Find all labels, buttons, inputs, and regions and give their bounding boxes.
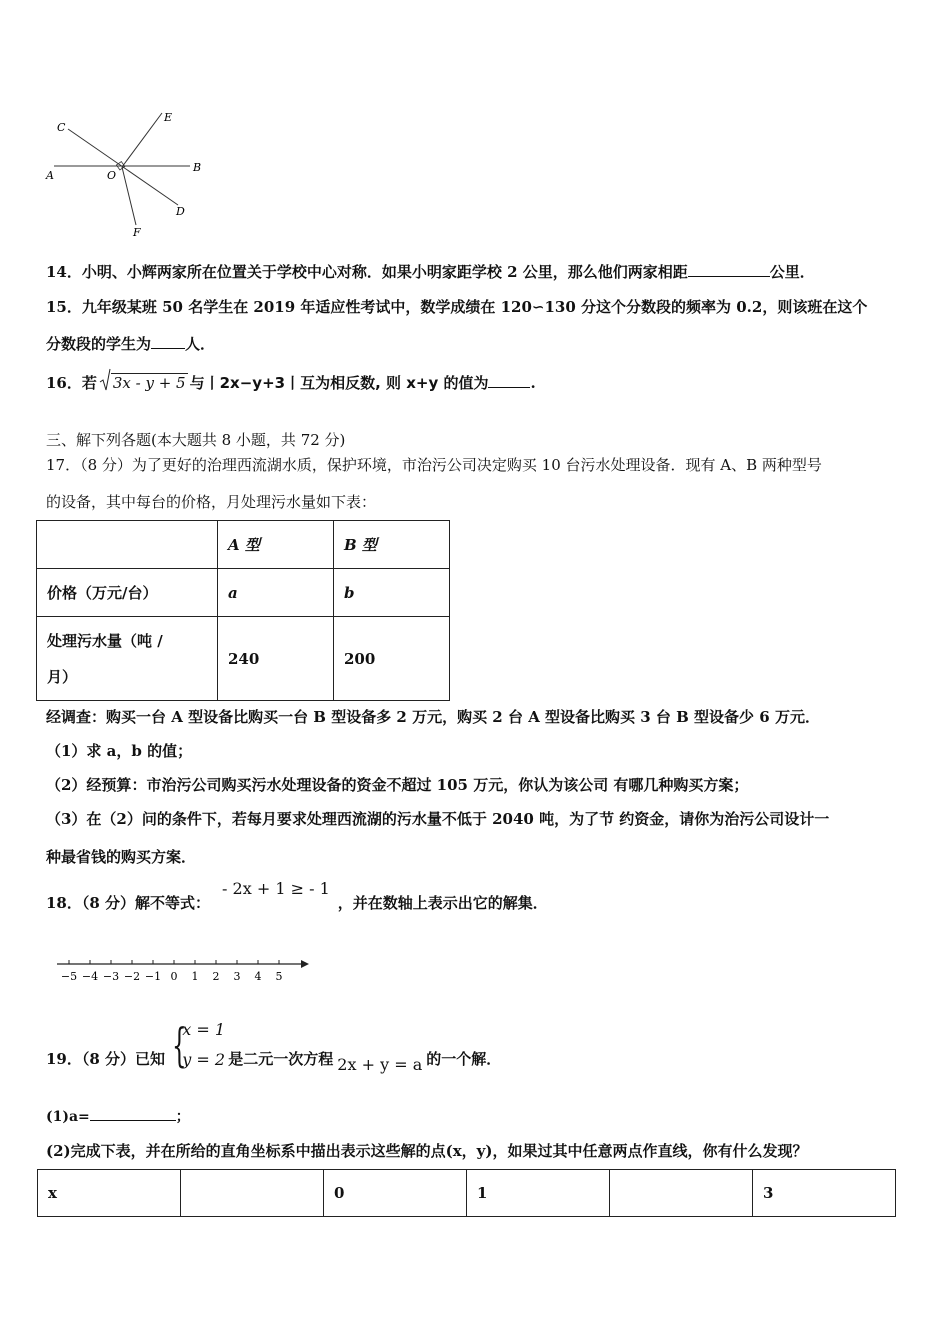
- question-17-line2: 的设备，其中每台的价格，月处理污水量如下表：: [46, 493, 377, 511]
- q19-part1-post: ；: [175, 1109, 190, 1125]
- q18-post: ，并在数轴上表示出它的解集．: [337, 894, 548, 912]
- label-D: D: [176, 205, 185, 218]
- q18-pre: 18．（8 分）解不等式：: [46, 894, 211, 912]
- number-line-tick-label: −4: [81, 970, 99, 983]
- number-line-tick-label: 3: [233, 970, 241, 983]
- q17-part1: （1）求 a，b 的值；: [46, 742, 193, 760]
- xy-table-cell: 0: [324, 1170, 467, 1217]
- number-line-tick-label: 4: [254, 970, 262, 983]
- q19-system: [172, 1020, 228, 1076]
- label-B: B: [193, 161, 202, 174]
- xy-table-cell[interactable]: [181, 1170, 324, 1217]
- q19-part1-blank[interactable]: [90, 1106, 176, 1121]
- number-line-tick-label: −1: [144, 970, 162, 983]
- question-14: [46, 261, 815, 282]
- number-line-tick-label: 5: [275, 970, 283, 983]
- q15-answer-blank[interactable]: [151, 334, 185, 349]
- q17-part2: （2）经预算：市治污公司购买污水处理设备的资金不超过 105 万元，你认为该公司 有哪几种购买方案；: [46, 776, 749, 794]
- line-EF: [122, 113, 162, 167]
- sqrt-sign-icon: [99, 368, 111, 394]
- question-17-line1: 17．（8 分）为了更好的治理西流湖水质，保护环境，市治污公司决定购买 10 台污水处理设备．现有 A、B 两种型号: [46, 456, 822, 474]
- label-A: A: [46, 169, 54, 182]
- table-header-b: B 型: [334, 521, 450, 569]
- number-line-tick-label: 2: [212, 970, 220, 983]
- table-price-a: a: [218, 569, 334, 617]
- q15-line2-pre: 分数段的学生为: [46, 335, 152, 353]
- question-16: [46, 372, 536, 393]
- line-OF: [122, 167, 136, 225]
- table-volume-a: 240: [218, 617, 334, 701]
- q19-part2-text: (2)完成下表，并在所给的直角坐标系中描出表示这些解的点(x，y)，如果过其中任意两点作直线，你有什么发现？: [46, 1142, 808, 1160]
- q19-equation: 2x + y = a: [337, 1055, 423, 1074]
- xy-table-cell: 1: [467, 1170, 610, 1217]
- question-15-line1: 15．九年级某班 50 名学生在 2019 年适应性考试中，数学成绩在 120∽130 分这个分数段的频率为 0.2，则该班在这个: [46, 298, 868, 316]
- table-volume-label-line2: 月）: [47, 667, 78, 686]
- line-CD: [68, 129, 178, 205]
- xy-table-cell: x: [38, 1170, 181, 1217]
- q14-answer-blank[interactable]: [688, 262, 770, 277]
- number-line: [55, 950, 315, 986]
- q19-post: 的一个解．: [426, 1050, 502, 1068]
- q17-part3-line2: 种最省钱的购买方案．: [46, 848, 197, 866]
- q16-pre: 16．若: [46, 374, 97, 392]
- table-header-a: A 型: [218, 521, 334, 569]
- number-line-tick-label: 0: [170, 970, 178, 983]
- q16-post: .: [530, 374, 536, 392]
- xy-table-cell[interactable]: [610, 1170, 753, 1217]
- xy-table-cell: 3: [753, 1170, 896, 1217]
- number-line-tick-label: 1: [191, 970, 199, 983]
- q16-sqrt-body: 3x - y + 5: [112, 374, 186, 392]
- table-header-empty: [37, 521, 218, 569]
- q15-line2-post: 人．: [185, 335, 216, 353]
- q14-tail: 公里．: [769, 263, 815, 281]
- q18-inequality: - 2x + 1 ≥ - 1: [222, 879, 330, 898]
- q17-part3-line1: （3）在（2）问的条件下，若每月要求处理西流湖的污水量不低于 2040 吨，为了节 约资金，请你为治污公司设计一: [46, 810, 830, 828]
- label-O: O: [107, 169, 117, 182]
- q19-pre: 19．（8 分）已知: [46, 1050, 166, 1068]
- angle-figure: [40, 105, 220, 245]
- q19-part2: [46, 1140, 808, 1161]
- table-price-label: 价格（万元/台）: [37, 569, 218, 617]
- q19-part1: [46, 1106, 190, 1126]
- q14-text: 14．小明、小辉两家所在位置关于学校中心对称．如果小明家距学校 2 公里，那么他们两家相距: [46, 263, 688, 281]
- q16-mid: 与丨2x−y+3丨互为相反数, 则 x+y 的值为: [189, 374, 489, 392]
- label-C: C: [57, 121, 66, 134]
- label-F: F: [133, 226, 141, 239]
- q19-mid: 是二元一次方程: [228, 1050, 334, 1068]
- q19-part1-pre: (1)a=: [46, 1109, 90, 1125]
- xy-table: [37, 1169, 896, 1217]
- question-18: [46, 879, 548, 913]
- number-line-tick-label: −2: [123, 970, 141, 983]
- table-volume-label-line1: 处理污水量（吨 /: [47, 631, 163, 650]
- equipment-table: [36, 520, 450, 701]
- q17-survey: 经调查：购买一台 A 型设备比购买一台 B 型设备多 2 万元，购买 2 台 A 型设备比购买 3 台 B 型设备少 6 万元．: [46, 708, 820, 726]
- q16-sqrt: [99, 374, 188, 392]
- q19-system-y: y = 2: [182, 1050, 226, 1069]
- number-line-tick-label: −5: [60, 970, 78, 983]
- system-brace-icon: {: [172, 1018, 187, 1072]
- section-3-heading: 三、解下列各题(本大题共 8 小题，共 72 分): [46, 431, 346, 449]
- number-line-tick-label: −3: [102, 970, 120, 983]
- question-15-line2: [46, 333, 215, 354]
- q19-system-x: x = 1: [182, 1020, 226, 1039]
- table-volume-label: [37, 617, 218, 701]
- question-19: [46, 1020, 501, 1076]
- q16-answer-blank[interactable]: [488, 373, 530, 388]
- number-line-arrow-icon: [301, 960, 309, 968]
- label-E: E: [164, 111, 173, 124]
- table-volume-b: 200: [334, 617, 450, 701]
- table-price-b: b: [334, 569, 450, 617]
